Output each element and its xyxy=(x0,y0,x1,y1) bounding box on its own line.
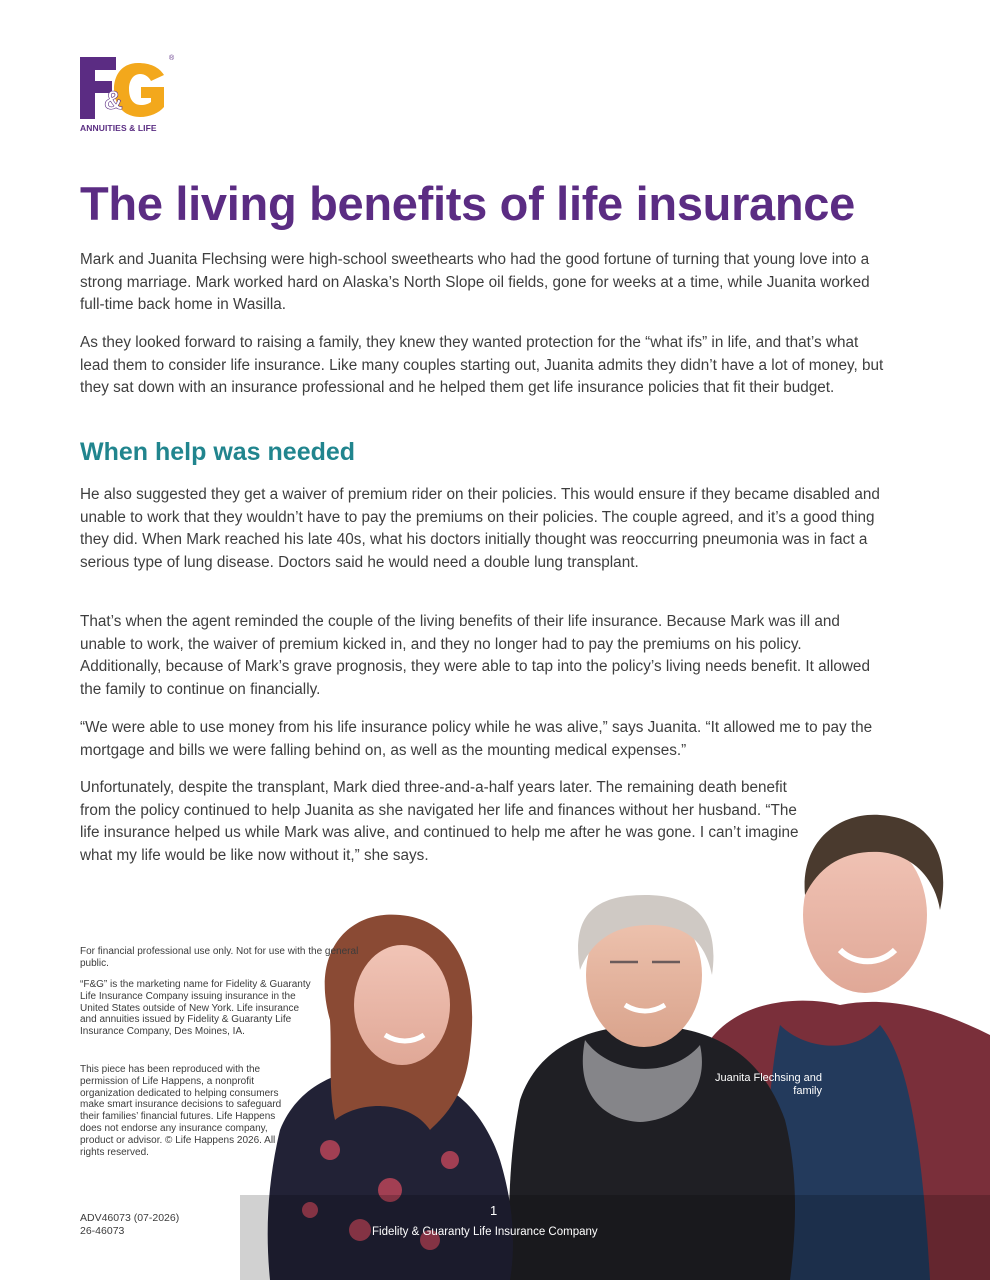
document-codes xyxy=(80,1212,179,1238)
body-paragraph-3: “We were able to use money from his life insurance policy while he was alive,” says Juanita. “It allowed me to pay the mortgage and bills we were falling behind on, as well as the mounting medical expenses.” xyxy=(80,719,873,759)
footer-company-name: Fidelity & Guaranty Life Insurance Company xyxy=(372,1226,598,1238)
fg-logo-mark xyxy=(80,57,168,119)
photo-caption: Juanita Flechsing and family xyxy=(714,1072,822,1097)
page-number: 1 xyxy=(490,1203,498,1218)
body-paragraph-4: Unfortunately, despite the transplant, Mark died three-and-a-half years later. The remaining death benefit from the policy continued to help Juanita as she navigated her life and finances without her husband. “The life insurance helped us while Mark was alive, and continued to help me after he was gone. I can’t imagine what my life would be like now without it,” she says. xyxy=(80,779,799,864)
svg-text:&: & xyxy=(104,85,123,115)
fg-logo xyxy=(80,55,175,137)
page-title: The living benefits of life insurance xyxy=(80,177,855,230)
family-photo xyxy=(240,800,990,1280)
intro-paragraph-1: Mark and Juanita Flechsing were high-school sweethearts who had the good fortune of turning that young love into a strong marriage. Mark worked hard on Alaska’s North Slope oil fields, gone for weeks at a time, while Juanita worked full-time back home in Wasilla. xyxy=(80,251,870,313)
form-code: ADV46073 (07-2026) xyxy=(80,1212,180,1224)
doc-number: 26-46073 xyxy=(80,1225,125,1237)
disclaimer-2: “F&G” is the marketing name for Fidelity & Guaranty Life Insurance Company issuing insurance in the United States outside of New York. Life insurance and annuities issued by Fidelity & Guaranty Life Insurance Company, Des Moines, IA. xyxy=(80,979,311,1038)
registered-mark: ® xyxy=(169,55,175,62)
intro-paragraph-2: As they looked forward to raising a family, they knew they wanted protection for the “what ifs” in life, and that’s what lead them to consider life insurance. Like many couples starting out, Juanita admits they didn’t have a lot of money, but they sat down with an insurance professional and he helped them get life insurance policies that fit their budget. xyxy=(80,334,884,396)
body-paragraph-2: That’s when the agent reminded the couple of the living benefits of their life insurance. Because Mark was ill and unable to work, the waiver of premium kicked in, and they no longer had to pay the premiums on his policy. Additionally, because of Mark’s grave prognosis, they were able to tap into the policy’s living needs benefit. It allowed the family to continue on financially. xyxy=(80,613,870,698)
disclaimer-3: This piece has been reproduced with the permission of Life Happens, a nonprofit organization dedicated to helping consumers make smart insurance decisions to safeguard their families’ financial futures. Life Happens does not endorse any insurance company, product or advisor. © Life Happens 2026. All rights reserved. xyxy=(80,1064,282,1158)
disclaimer-1: For financial professional use only. Not for use with the general public. xyxy=(80,946,359,969)
section-heading: When help was needed xyxy=(80,438,356,466)
body-paragraph-1: He also suggested they get a waiver of premium rider on their policies. This would ensure if they became disabled and unable to work that they wouldn’t have to pay the premiums on their policies. The couple agreed, and it’s a good thing they did. When Mark reached his late 40s, what his doctors initially thought was reoccurring pneumonia was in fact a serious type of lung disease. Doctors said he would need a double lung transplant. xyxy=(80,486,880,571)
logo-tagline: ANNUITIES & LIFE xyxy=(80,123,157,133)
